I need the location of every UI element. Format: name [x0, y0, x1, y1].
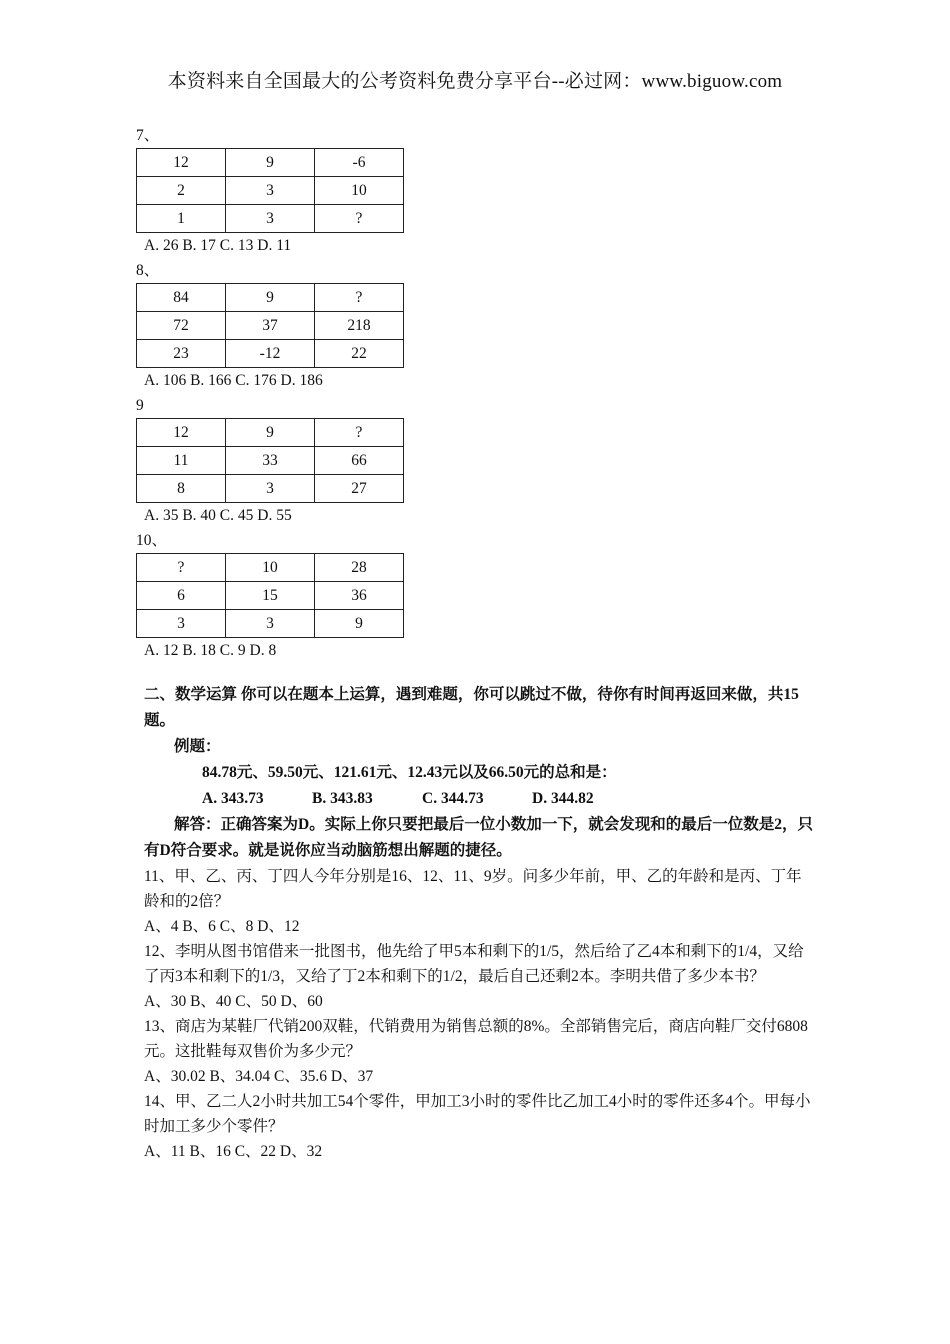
grid-cell: ?	[137, 554, 226, 582]
grid-cell: 10	[226, 554, 315, 582]
section-title: 二、数学运算 你可以在题本上运算，遇到难题，你可以跳过不做，待你有时间再返回来做，共15题。	[144, 686, 799, 729]
grid-question-7	[136, 124, 816, 259]
grid-cell: 3	[226, 205, 315, 233]
grid-cell: 10	[315, 177, 404, 205]
example-choice-d: D. 344.82	[532, 790, 594, 807]
answer-options: A、4 B、6 C、8 D、12	[144, 918, 300, 935]
question-12	[136, 939, 816, 1014]
grid-cell: 8	[137, 475, 226, 503]
grid-cell: 12	[137, 419, 226, 447]
question-text: 12、李明从图书馆借来一批图书，他先给了甲5本和剩下的1/5，然后给了乙4本和剩下的1/4，又给了丙3本和剩下的1/3，又给了丁2本和剩下的1/2，最后自己还剩2本。李明共借了多少本书？	[144, 943, 804, 985]
grid-cell: ?	[315, 419, 404, 447]
answer-options: A. 106 B. 166 C. 176 D. 186	[144, 372, 323, 389]
grid-cell: 36	[315, 582, 404, 610]
question-text: 13、商店为某鞋厂代销200双鞋，代销费用为销售总额的8%。全部销售完后，商店向鞋厂交付6808元。这批鞋每双售价为多少元？	[144, 1018, 808, 1060]
grid-cell: 9	[226, 419, 315, 447]
grid-cell: 6	[137, 582, 226, 610]
example-choices	[136, 786, 816, 812]
answer-options: A. 35 B. 40 C. 45 D. 55	[144, 507, 292, 524]
grid-cell: 9	[226, 284, 315, 312]
example-label: 例题：	[174, 738, 221, 755]
grid-cell: 2	[137, 177, 226, 205]
grid-cell: 15	[226, 582, 315, 610]
question-label: 7、	[136, 127, 160, 144]
grid-cell: -12	[226, 340, 315, 368]
number-grid	[136, 148, 404, 233]
number-grid	[136, 283, 404, 368]
question-14	[136, 1089, 816, 1164]
document-body	[136, 124, 816, 1164]
answer-options: A、11 B、16 C、22 D、32	[144, 1143, 323, 1160]
question-13	[136, 1014, 816, 1089]
example-answer: 解答：正确答案为D。实际上你只要把最后一位小数加一下，就会发现和的最后一位数是2，只有D符合要求。就是说你应当动脑筋想出解题的捷径。	[144, 816, 813, 859]
grid-cell: 3	[226, 610, 315, 638]
grid-cell: 72	[137, 312, 226, 340]
grid-question-8	[136, 259, 816, 394]
grid-cell: 9	[315, 610, 404, 638]
grid-cell: 27	[315, 475, 404, 503]
grid-cell: 1	[137, 205, 226, 233]
answer-options: A. 12 B. 18 C. 9 D. 8	[144, 642, 277, 659]
question-label: 10、	[136, 532, 168, 549]
example-choice-c: C. 344.73	[422, 790, 484, 807]
section-math-operations	[136, 682, 816, 864]
number-grid	[136, 553, 404, 638]
grid-cell: 33	[226, 447, 315, 475]
question-11	[136, 864, 816, 939]
grid-cell: -6	[315, 149, 404, 177]
grid-cell: 3	[137, 610, 226, 638]
grid-cell: 84	[137, 284, 226, 312]
grid-question-9	[136, 394, 816, 529]
grid-cell: 3	[226, 177, 315, 205]
question-label: 8、	[136, 262, 160, 279]
answer-options: A. 26 B. 17 C. 13 D. 11	[144, 237, 292, 254]
grid-cell: 12	[137, 149, 226, 177]
example-question: 84.78元、59.50元、121.61元、12.43元以及66.50元的总和是：	[202, 764, 617, 781]
example-choice-a: A. 343.73	[202, 790, 264, 807]
question-text: 11、甲、乙、丙、丁四人今年分别是16、12、11、9岁。问多少年前，甲、乙的年龄和是丙、丁年龄和的2倍？	[144, 868, 802, 910]
grid-cell: 22	[315, 340, 404, 368]
answer-options: A、30.02 B、34.04 C、35.6 D、37	[144, 1068, 374, 1085]
grid-cell: 28	[315, 554, 404, 582]
number-grid	[136, 418, 404, 503]
grid-cell: 11	[137, 447, 226, 475]
grid-cell: 9	[226, 149, 315, 177]
grid-cell: 3	[226, 475, 315, 503]
grid-question-10	[136, 529, 816, 664]
example-choice-b: B. 343.83	[312, 790, 373, 807]
page-header: 本资料来自全国最大的公考资料免费分享平台--必过网：www.biguow.com	[167, 71, 783, 92]
grid-cell: ?	[315, 284, 404, 312]
grid-cell: 23	[137, 340, 226, 368]
question-text: 14、甲、乙二人2小时共加工54个零件，甲加工3小时的零件比乙加工4小时的零件还多4个。甲每小时加工多少个零件？	[144, 1093, 811, 1135]
grid-cell: 37	[226, 312, 315, 340]
grid-cell: ?	[315, 205, 404, 233]
grid-cell: 66	[315, 447, 404, 475]
answer-options: A、30 B、40 C、50 D、60	[144, 993, 323, 1010]
question-label: 9	[136, 397, 144, 414]
grid-cell: 218	[315, 312, 404, 340]
